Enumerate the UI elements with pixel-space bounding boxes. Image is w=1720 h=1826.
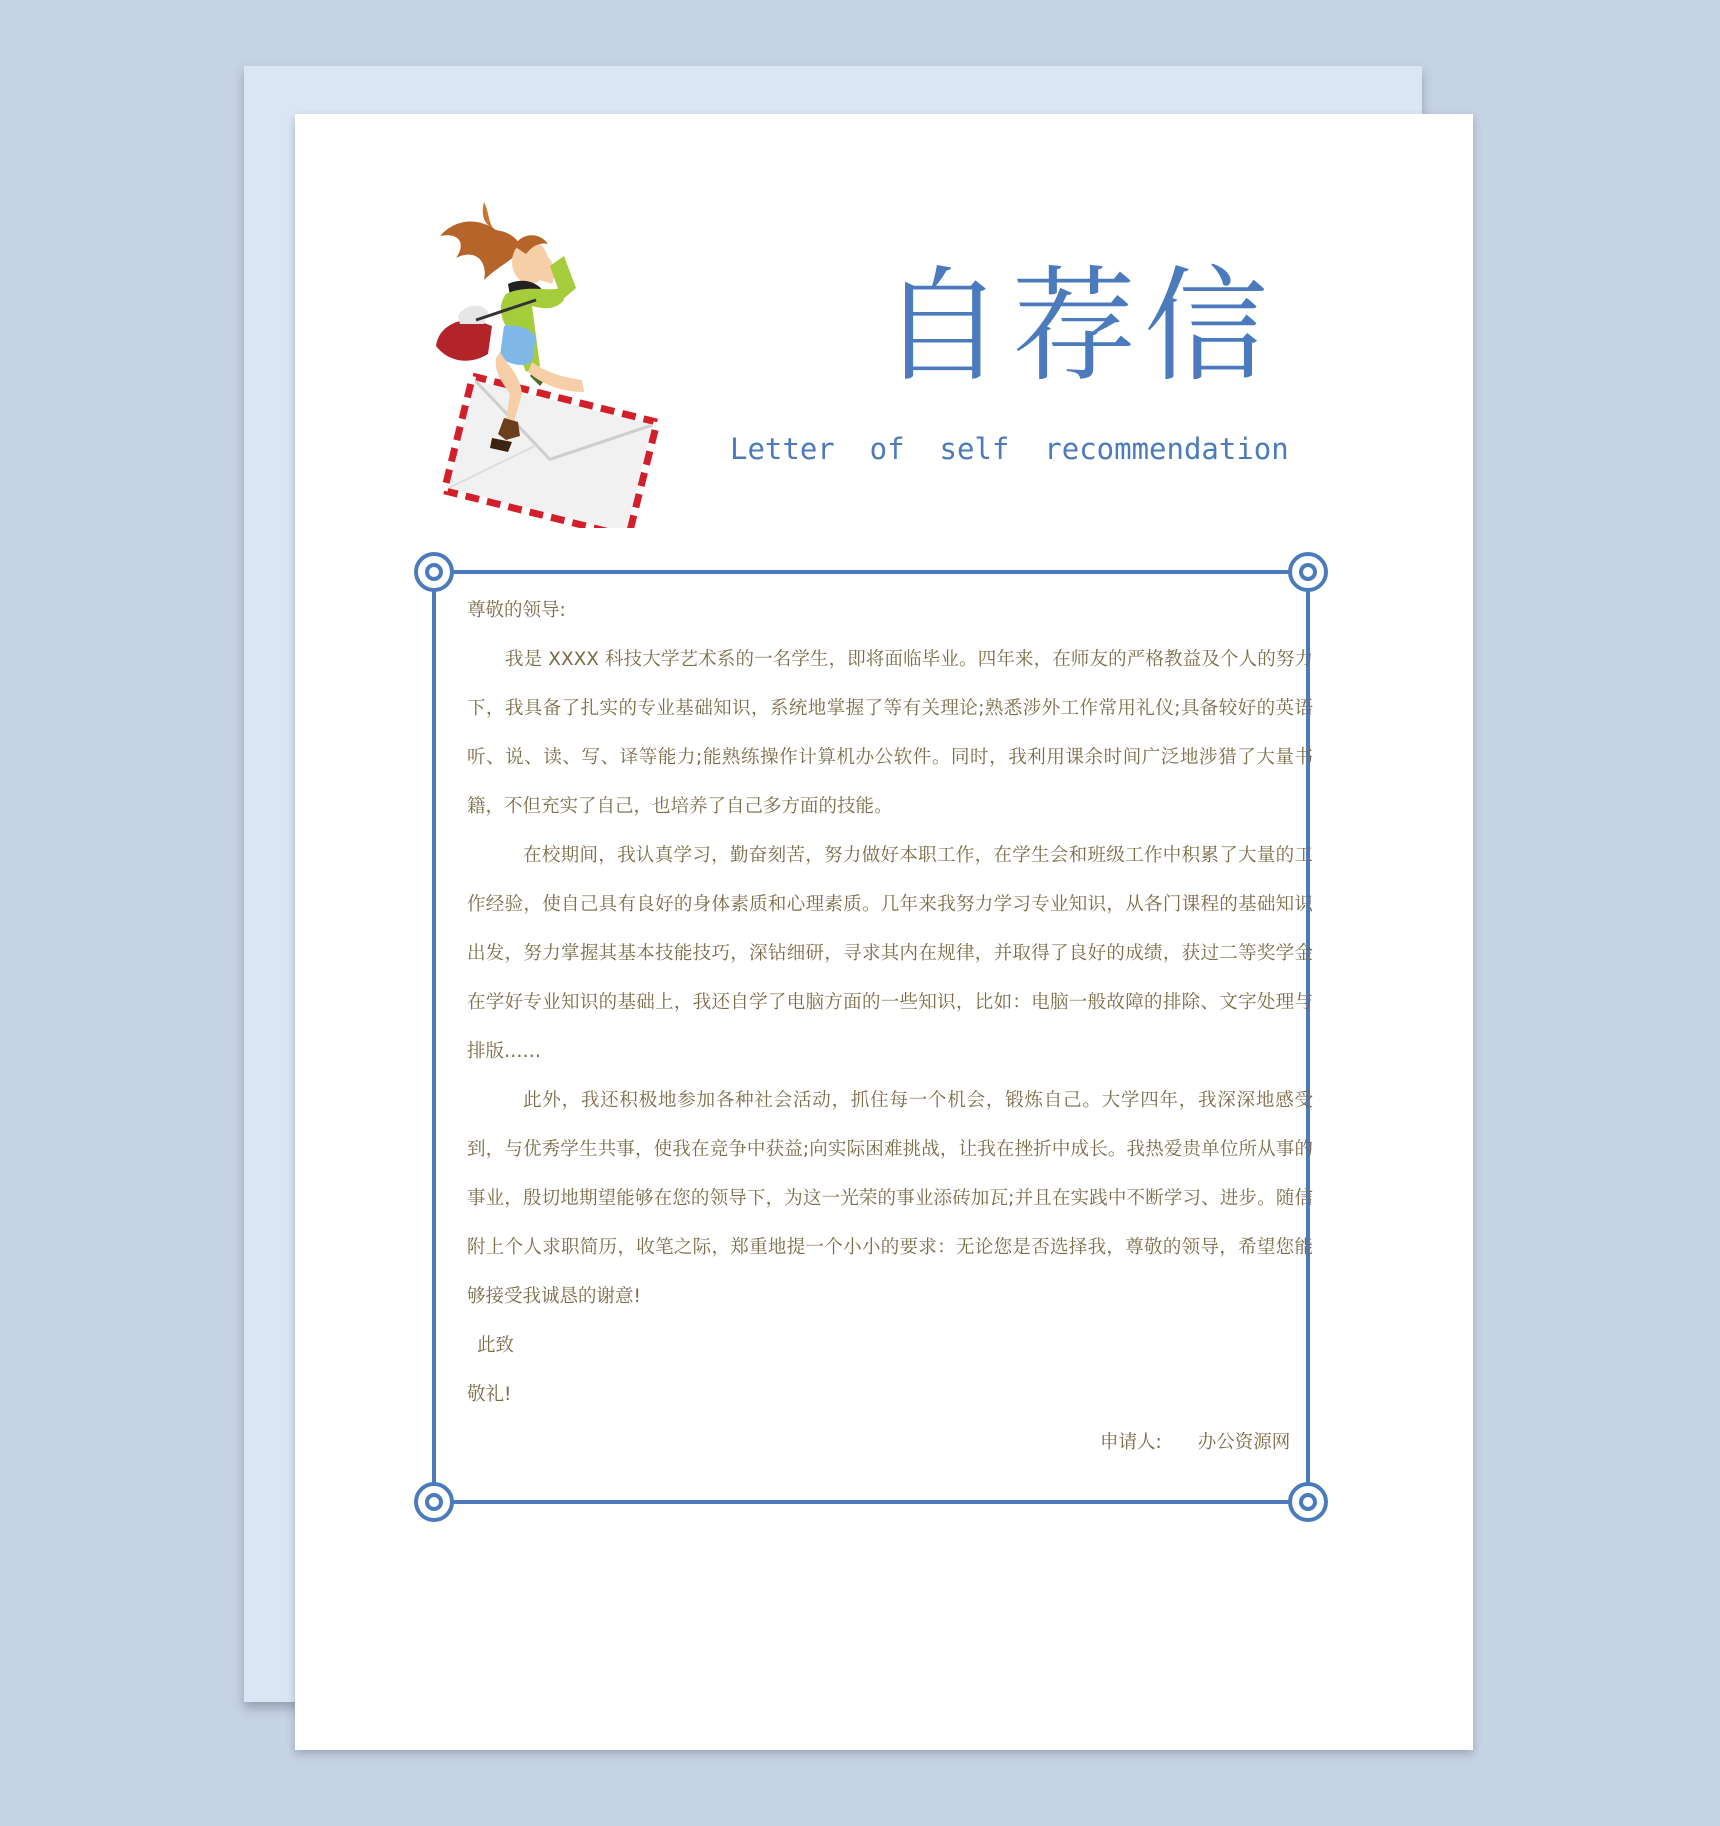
ring-corner-icon xyxy=(1290,1484,1326,1520)
closing-line-2: 敬礼! xyxy=(467,1384,512,1405)
ring-corner-icon xyxy=(416,554,452,590)
paragraph-2: 在校期间，我认真学习，勤奋刻苦，努力做好本职工作，在学生会和班级工作中积累了大量的工作经验，使自己具有良好的身体素质和心理素质。几年来我努力学习专业知识，从各门课程的基础知识出发，努力掌握其基本技能技巧，深钻细研，寻求其内在规律，并取得了良好的成绩，获过二等奖学金在学好专业知识的基础上，我还自学了电脑方面的一些知识，比如：电脑一般故障的排除、文字处理与排版…… xyxy=(467,845,1313,1062)
paragraph-3: 此外，我还积极地参加各种社会活动，抓住每一个机会，锻炼自己。大学四年，我深深地感受到，与优秀学生共事，使我在竞争中获益;向实际困难挑战，让我在挫折中成长。我热爱贵单位所从事的事业，殷切地期望能够在您的领导下，为这一光荣的事业添砖加瓦;并且在实践中不断学习、进步。随信附上个人求职简历，收笔之际，郑重地提一个小小的要求：无论您是否选择我，尊敬的领导，希望您能够接受我诚恳的谢意! xyxy=(467,1090,1313,1307)
signature-label: 申请人: xyxy=(1100,1432,1162,1453)
page-subtitle: Letter of self recommendation xyxy=(730,432,1289,466)
page-title: 自荐信 xyxy=(880,255,1277,399)
closing-line-1: 此致 xyxy=(477,1335,515,1356)
ring-corner-icon xyxy=(1290,554,1326,590)
paragraph-1: 我是 XXXX 科技大学艺术系的一名学生，即将面临毕业。四年来，在师友的严格教益及个人的努力下，我具备了扎实的专业基础知识，系统地掌握了等有关理论;熟悉涉外工作常用礼仪;具备较好的英语听、说、读、写、译等能力;能熟练操作计算机办公软件。同时，我利用课余时间广泛地涉猎了大量书籍，不但充实了自己，也培养了自己多方面的技能。 xyxy=(467,649,1313,817)
salutation: 尊敬的领导: xyxy=(467,600,566,621)
signature-line xyxy=(1100,1418,1320,1467)
signature-value: 办公资源网 xyxy=(1197,1432,1291,1453)
ring-corner-icon xyxy=(416,1484,452,1520)
girl-riding-envelope-illustration xyxy=(436,196,668,528)
letter-body xyxy=(467,586,1313,1466)
